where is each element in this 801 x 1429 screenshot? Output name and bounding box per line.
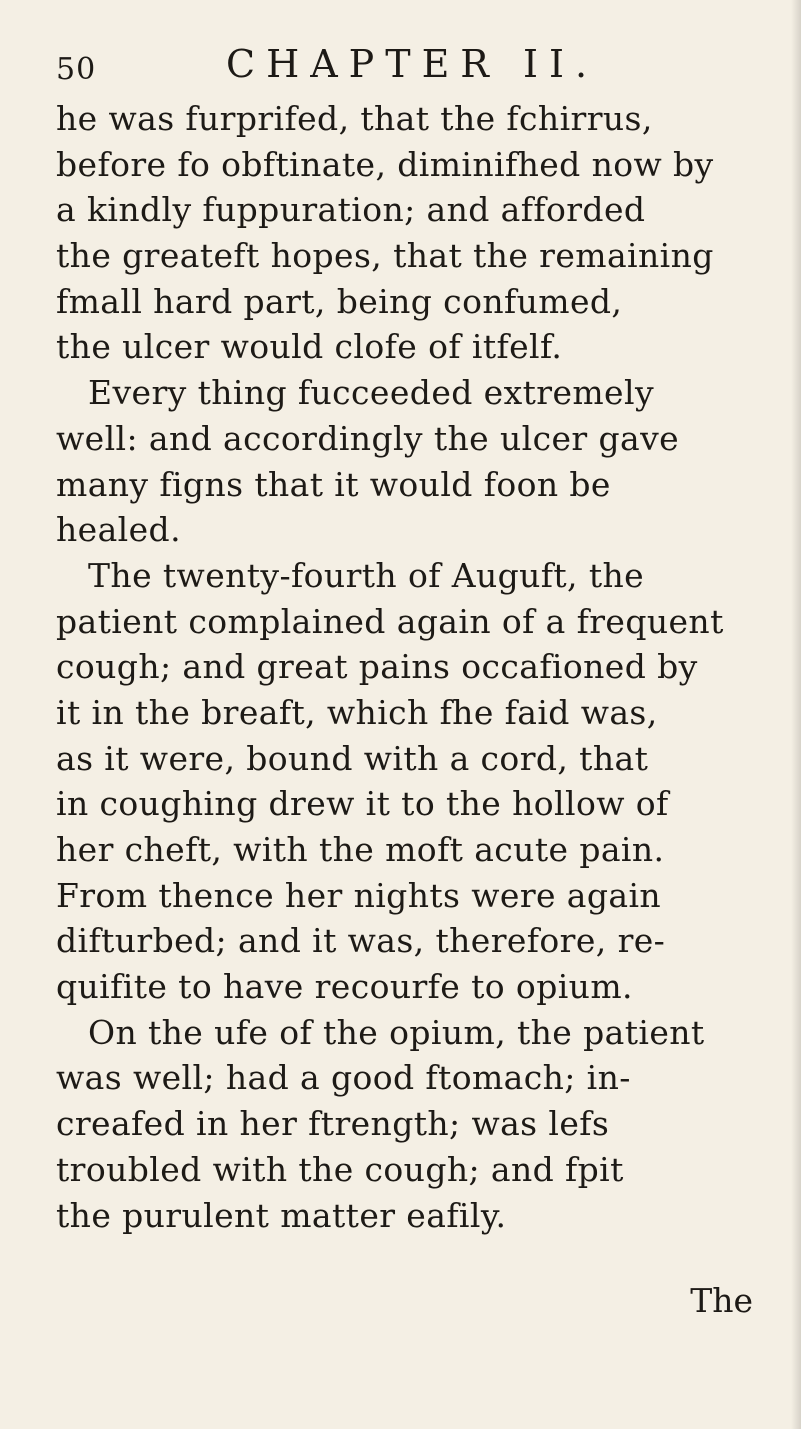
- text-line: the greateft hopes, that the remaining: [56, 236, 714, 276]
- text-line: quifite to have recourfe to opium.: [56, 967, 633, 1007]
- text-line: in coughing drew it to the hollow of: [56, 784, 669, 824]
- running-head: CHAPTER II.: [226, 42, 599, 86]
- paragraph-start-line: The twenty-fourth of Auguft, the: [88, 555, 645, 595]
- catchword: The: [690, 1281, 753, 1320]
- text-line: it in the breaft, which fhe faid was,: [56, 692, 658, 732]
- text-line: her cheft, with the moft acute pain.: [56, 830, 665, 869]
- text-line: healed.: [56, 510, 181, 550]
- text-line: creafed in her ftrength; was lefs: [56, 1104, 610, 1144]
- text-line: the ulcer would clofe of itfelf.: [56, 327, 563, 367]
- text-line: troubled with the cough; and fpit: [56, 1149, 624, 1189]
- page-header: [56, 42, 756, 102]
- text-line: he was furprifed, that the fchirrus,: [56, 99, 653, 138]
- text-line: was well; had a good ftomach; in-: [56, 1058, 631, 1098]
- page-number: 50: [56, 52, 97, 87]
- text-line: as it were, bound with a cord, that: [56, 738, 649, 778]
- text-line: before fo obftinate, diminifhed now by: [56, 144, 714, 184]
- body-text: [56, 96, 801, 1238]
- page-edge-shadow: [791, 0, 801, 1429]
- text-line: many figns that it would foon be: [56, 464, 611, 504]
- paragraph-start-line: On the ufe of the opium, the patient: [88, 1012, 705, 1052]
- text-line: fmall hard part, being confumed,: [56, 281, 623, 321]
- text-line: patient complained again of a frequent: [56, 601, 724, 641]
- text-line: difturbed; and it was, therefore, re-: [56, 921, 666, 961]
- text-line: the purulent matter eafily.: [56, 1195, 507, 1235]
- paragraph-start-line: Every thing fucceeded extremely: [88, 373, 654, 413]
- text-line: well: and accordingly the ulcer gave: [56, 418, 680, 458]
- text-line: cough; and great pains occafioned by: [56, 647, 698, 687]
- text-line: a kindly fuppuration; and afforded: [56, 190, 646, 230]
- text-line: From thence her nights were again: [56, 875, 662, 915]
